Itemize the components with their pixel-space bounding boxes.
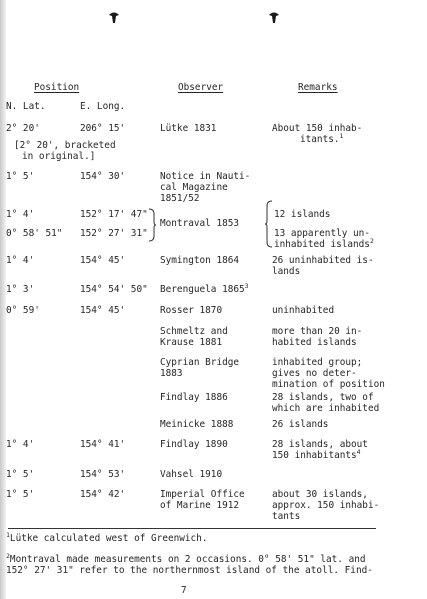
remarks-cell: gives no deter- <box>272 368 357 379</box>
observer-cell: Krause 1881 <box>160 337 223 348</box>
long-cell: 154° 30' <box>80 171 126 182</box>
remarks-cell: uninhabited <box>272 305 335 316</box>
header-observer: Observer <box>178 82 224 93</box>
long-cell: 152° 17' 47" <box>80 209 148 220</box>
lat-cell: 0° 58' 51" <box>6 228 63 239</box>
punch-hole-left <box>107 10 121 24</box>
observer-cell: 1851/52 <box>160 193 200 204</box>
remarks-cell: 26 uninhabited is- <box>272 255 374 266</box>
remarks-cell: 26 islands <box>272 419 329 430</box>
remarks-cell-cont: itants.$^1$ <box>300 132 344 145</box>
remarks-cell: more than 20 in- <box>272 326 363 337</box>
long-cell: 154° 42' <box>80 489 126 500</box>
bracket-right <box>148 208 156 242</box>
remarks-cell: 150 inhabitants$^4$ <box>272 448 361 461</box>
remarks-cell: About 150 inhab- <box>272 123 363 134</box>
remarks-cell: which are inhabited <box>272 403 380 414</box>
remarks-cell: inhabited group; <box>272 357 363 368</box>
original-note-line: [2° 20', bracketed <box>14 140 116 151</box>
observer-cell: cal Magazine <box>160 182 228 193</box>
observer-cell: Imperial Office <box>160 489 245 500</box>
remarks-cell: 13 apparently un- <box>274 228 370 239</box>
header-position: Position <box>34 82 80 93</box>
footnote-rule <box>8 528 376 529</box>
lat-cell: 0° 59' <box>6 305 40 316</box>
footnote-2: $^2$Montraval made measurements on 2 occasions. 0° 58' 51" lat. and <box>6 552 366 565</box>
page-number: 7 <box>181 585 187 596</box>
punch-hole-right <box>267 10 281 24</box>
lat-cell: 1° 5' <box>6 171 35 182</box>
footnote-ref: 2 <box>369 237 374 245</box>
long-cell: 154° 45' <box>80 305 126 316</box>
lat-cell: 1° 4' <box>6 439 35 450</box>
subheader-e-long: E. Long. <box>80 101 126 112</box>
remarks-cell: 28 islands, about <box>272 439 368 450</box>
observer-cell: Schmeltz and <box>160 326 228 337</box>
long-cell: 154° 54' 50" <box>80 284 148 295</box>
remarks-cell: 28 islands, two of <box>272 392 374 403</box>
footnote-1: $^1$Lütke calculated west of Greenwich. <box>6 531 208 544</box>
footnote-2-cont: 152° 27' 31" refer to the northernmost island of the atoll. Find- <box>6 565 373 576</box>
observer-cell: Vahsel 1910 <box>160 469 223 480</box>
remarks-cell: inhabited islands$^2$ <box>274 237 374 250</box>
observer-cell: Findlay 1890 <box>160 439 228 450</box>
remarks-cell: 12 islands <box>274 209 331 220</box>
observer-cell: Meinicke 1888 <box>160 419 234 430</box>
observer-cell: Cyprian Bridge <box>160 357 240 368</box>
header-remarks: Remarks <box>298 82 338 93</box>
observer-cell: Findlay 1886 <box>160 392 228 403</box>
long-cell: 154° 45' <box>80 255 126 266</box>
observer-cell: Rosser 1870 <box>160 305 223 316</box>
observer-cell: of Marine 1912 <box>160 500 240 511</box>
remarks-cell: about 30 islands, <box>272 489 368 500</box>
observer-cell: Montraval 1853 <box>160 218 240 229</box>
subheader-n-lat: N. Lat. <box>6 101 46 112</box>
long-cell: 152° 27' 31" <box>80 228 148 239</box>
observer-cell: Symington 1864 <box>160 255 240 266</box>
remarks-cell: lands <box>272 266 301 277</box>
long-cell: 154° 41' <box>80 439 126 450</box>
footnote-ref: 3 <box>244 282 249 290</box>
page-edge <box>0 0 6 599</box>
observer-cell: Lütke 1831 <box>160 123 217 134</box>
long-cell: 154° 53' <box>80 469 126 480</box>
footnote-ref: 1 <box>339 132 344 140</box>
lat-cell: 1° 5' <box>6 469 35 480</box>
observer-cell: Berenguela 1865$^3$ <box>160 282 249 295</box>
observer-cell: 1883 <box>160 368 183 379</box>
lat-cell: 1° 5' <box>6 489 35 500</box>
remarks-cell: tants <box>272 511 301 522</box>
lat-cell: 1° 4' <box>6 255 35 266</box>
observer-cell: Notice in Nauti- <box>160 171 251 182</box>
bracket-left <box>265 200 273 248</box>
remarks-cell: habited islands <box>272 337 357 348</box>
remarks-cell: approx. 150 inhabi- <box>272 500 380 511</box>
remarks-cell: mination of position <box>272 379 385 390</box>
lat-cell: 2° 20' <box>6 123 40 134</box>
lat-cell: 1° 4' <box>6 209 35 220</box>
footnote-ref: 4 <box>356 448 361 456</box>
lat-cell: 1° 3' <box>6 284 35 295</box>
long-cell: 206° 15' <box>80 123 126 134</box>
original-note-line: in original.] <box>22 151 96 162</box>
